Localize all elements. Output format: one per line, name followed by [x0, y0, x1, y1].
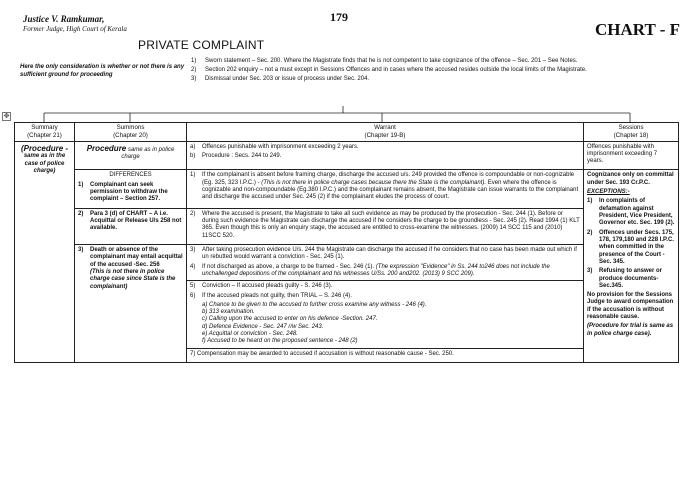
step-item — [191, 76, 671, 84]
column-header-summons: Summons (Chapter 20) — [75, 123, 187, 142]
summary-cell — [15, 141, 75, 363]
list-item: 2) Para 3 (d) of CHART – A i.e. Acquittal or Release U/s 258 not available. — [78, 210, 182, 232]
summons-differences-cell — [75, 170, 187, 208]
step-number: 2) — [191, 66, 197, 73]
step-text: Section 202 enquiry – not a must except in Sessions Offences and in cases where the accused resides outside the local limits of the Magistrate. — [205, 66, 587, 73]
warrant-intro-cell — [187, 141, 584, 170]
list-item: 2) Where the accused is present, the Magistrate to take all such evidence as may be produced by the prosecution - Sec. 244 (1). Before or during such evidence the Magistrate can discharge the accused if he considers the charge to be groundless - Sec. 245 (2). Read 1994 (1) KLT 365. Even though this is only an enquiry stage, the accused are entitled to cross-examine the witnesses. (2009) 14 SCC 115 and (2010) 11SCC 520. — [190, 210, 580, 239]
table-row — [15, 170, 679, 208]
list-item: f) Accused to be heard on the proposed sentence - 248 (2) — [202, 338, 358, 345]
summary-procedure-label: (Procedure - — [20, 143, 69, 153]
list-item: d) Defence Evidence - Sec. 247 r/w Sec. 243. — [202, 323, 324, 330]
summary-procedure-note: same as in the case of police charge) — [23, 153, 66, 174]
column-header-summary: Summary (Chapter 21) — [15, 123, 75, 142]
list-item: 3) Death or absence of the complainant may entail acquittal of the accused -Sec. 256 (This is not there in police charge case since State is the complainant) — [78, 246, 183, 290]
page-number: 179 — [330, 10, 348, 24]
list-item: a) Offences punishable with imprisonment exceeding 2 years. — [190, 143, 359, 150]
author-name: Justice V. Ramkumar, — [23, 14, 105, 24]
list-item: 1) Complainant can seek permission to withdraw the complaint – Section 257. — [78, 181, 168, 203]
sessions-details-cell — [584, 170, 679, 363]
list-item: a) Chance to be given to the accused to further cross examine any witness - 246 (4). — [202, 301, 427, 308]
list-item: b) 313 examination. — [202, 309, 255, 316]
chart-label: CHART - F — [595, 20, 681, 39]
summons-procedure-label: Procedure — [86, 143, 127, 153]
author-title: Former Judge, High Court of Kerala — [23, 25, 127, 33]
trial-substeps — [190, 302, 580, 346]
table-header-row — [15, 123, 679, 142]
compensation-text: 7) Compensation may be awarded to accused if accusation is without reasonable cause - Sec. 250. — [190, 350, 454, 357]
step-number: 3) — [191, 75, 197, 82]
differences-title: DIFFERENCES — [109, 172, 152, 179]
intro-note: Here the only consideration is whether or not there is any sufficient ground for proceeding — [20, 64, 185, 79]
step-text: Dismissal under Sec. 203 or issue of process under Sec. 204. — [205, 75, 370, 82]
column-header-sessions: Sessions (Chapter 18) — [584, 123, 679, 142]
list-item: 4) If not discharged as above, a charge to be framed - Sec. 246 (1). (The expression "Evidence" in Ss. 244 to246 does not include the unchallenged depositions of the complainant and his witnesses U/Ss. 200 and202. (2013) 9 SCC 209). — [190, 263, 550, 277]
list-item: c) Calling upon the accused to enter on his defence -Section. 247. — [202, 316, 378, 323]
summons-difference2-cell — [75, 208, 187, 244]
page-title: PRIVATE COMPLAINT — [138, 38, 265, 52]
step-item — [191, 58, 671, 66]
column-header-warrant: Warrant (Chapter 19-B) — [187, 123, 584, 142]
step-number: 1) — [191, 58, 197, 64]
warrant-step2-cell — [187, 208, 584, 244]
list-item: 3) After taking prosecution evidence U/s. 244 the Magistrate can discharge the accused if he considers that no case has been made out which if un rebutted would warrant a conviction - Sec. 245 (1). — [190, 246, 577, 261]
summons-procedure-note: same as in police charge — [121, 146, 175, 160]
table-row — [15, 208, 679, 244]
summons-difference3-cell — [75, 244, 187, 362]
list-item: 3) Refusing to answer or produce documents-Sec.345. — [587, 268, 663, 289]
list-item: 2) Offences under Secs. 175, 178, 179,180 and 228 I.P.C. when committed in the presence of the Court - Sec. 345. — [587, 229, 674, 265]
sessions-compensation-text: No provision for the Sessions Judge to award compensation if the accusation is without reasonable cause. — [587, 292, 674, 321]
list-item: e) Acquittal or conviction - Sec. 248. — [202, 331, 298, 338]
table-row — [15, 141, 679, 170]
sessions-procedure-note: (Procedure for trial is same as in police charge case). — [587, 323, 674, 337]
sessions-offence-text: Offences punishable with imprisonment exceeding 7 years. — [587, 143, 658, 165]
summons-procedure-cell — [75, 141, 187, 170]
list-item: 1) In complaints of defamation against President, Vice President, Governor etc. Sec. 199 (2). — [587, 198, 675, 227]
list-item: b) Procedure : Secs. 244 to 249. — [190, 152, 282, 159]
sessions-offence-cell — [584, 141, 679, 170]
list-item: 6) If the accused pleads not guilty, then TRIAL – S. 246 (4). — [190, 292, 352, 299]
warrant-trial-cell — [187, 244, 584, 362]
preliminary-steps — [191, 58, 671, 84]
step-item — [191, 67, 671, 75]
step-text: Sworn statement – Sec. 200. Where the Magistrate finds that he is not competent to take cognizance of the offence – Sec. 201 – See Notes. — [205, 58, 578, 64]
procedure-table — [14, 122, 679, 363]
table-row — [15, 244, 679, 362]
table-move-handle-icon[interactable]: ✥ — [3, 113, 10, 120]
exceptions-title: EXCEPTIONS:- — [587, 189, 630, 196]
warrant-step1-cell — [187, 170, 584, 208]
list-item: 5) Conviction – If accused pleads guilty - S. 246 (3). — [190, 283, 333, 290]
sessions-cognizance-text: Cognizance only on committal under Sec. 193 Cr.P.C. — [587, 172, 674, 186]
list-item: 1) If the complainant is absent before framing charge, discharge the accused u/s. 249 provided the offence is compoundable or non-cognizable (Eg. 325, 323 I.P.C.) - (This is not there in police charge cases because there the State is the complainant). Even where the offence is cognizable and non-compoundable (Eg.380 I.P.C.) and the complainant remains absent, the Magistrate can issue warrants to the complainant and discharge the accused under Sec. 245 (2) if the complainant eludes the process of court. — [190, 172, 579, 201]
